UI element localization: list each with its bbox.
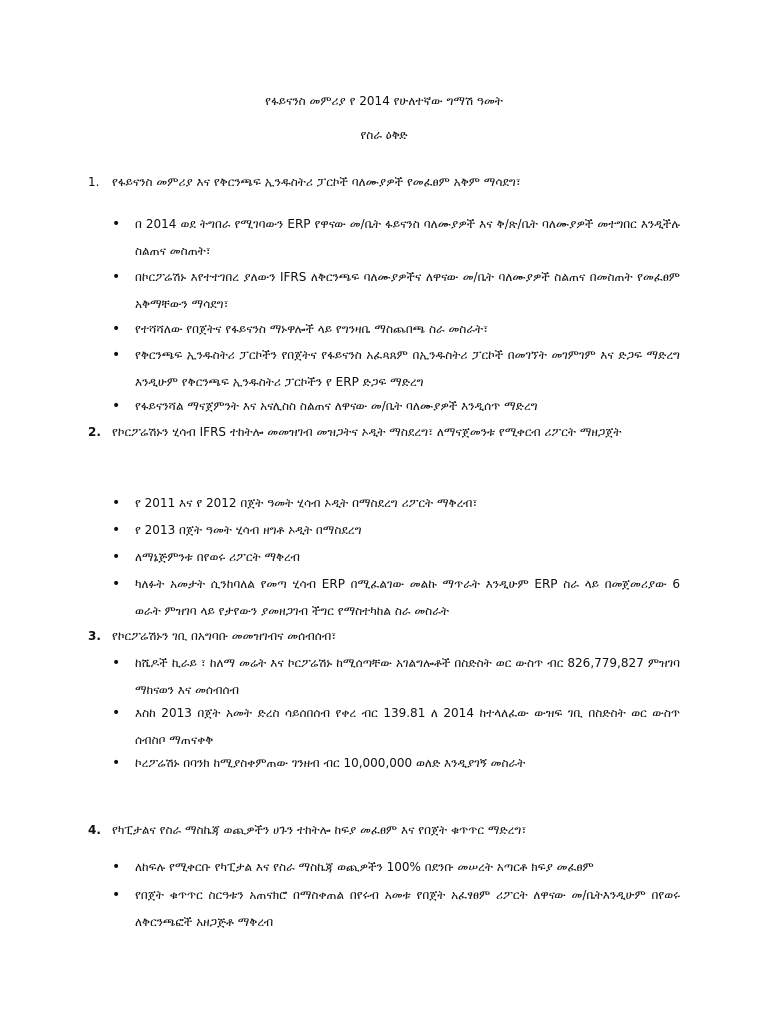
bullet-icon: • (112, 398, 121, 414)
list-item: እስከ 2013 በጀት አመት ድረስ ሳይሰበሰብ የቀረ ብር 139.81 ለ 2014 ከተላለፈው ውዝፍ ገቢ በስድስት ወር ውስጥ ሰብስቦ ማጠናቀቅ (135, 706, 680, 747)
section-heading: የኮርፖሬሽኑን ሂሳብ IFRS ተከትሎ መመዝገብ መዝጋትና ኦዲት ማስደረግ፣ ለማናጀመንቱ የሚቀርብ ሪፖርት ማዘጋጀት (112, 425, 622, 439)
bullet-icon: • (112, 576, 121, 592)
list-item: በ 2014 ወደ ትግበራ የሚገባውን ERP የዋናው መ/ቤት ፋይናንስ ባለሙያዎች እና ቅ/ጽ/ቤት ባለሙያዎች መተግበር እንዲችሉ ስልጠና መስጠት፣ (135, 217, 680, 258)
section-number: 2. (88, 425, 101, 439)
list-item: የተሻሻለው የበጀትና የፋይናንስ ማኑዋሎች ላይ የግንዛቤ ማስጨበጫ ስራ መስራት፣ (135, 322, 489, 336)
bullet-icon: • (112, 887, 121, 903)
section-number: 1. (88, 175, 100, 189)
list-item: በኮርፖሬሽኑ እየተተገበረ ያለውን IFRS ለቅርንጫፍ ባለሙያዎችና ለዋናው መ/ቤት ባለሙያዎች ስልጠና በመስጠት የመፈፀም አቅማቸውን ማሳደግ፣ (135, 270, 680, 311)
bullet-icon: • (112, 216, 121, 232)
list-item: ኮረፖሬሽኑ በባንክ ከሚያስቀምጠው ገንዘብ ብር 10,000,000 ወለድ እንዲያገኝ መስራት (135, 756, 526, 770)
bullet-icon: • (112, 347, 121, 363)
list-item: ለማኔጅምንቱ በየወሩ ሪፖርት ማቅረብ (135, 550, 300, 564)
bullet-icon: • (112, 269, 121, 285)
document-subtitle: የስራ ዕቅድ (360, 128, 408, 142)
section-number: 3. (88, 629, 101, 643)
list-item: ካለፉት አመታት ሲንከባለል የመጣ ሂሳብ ERP በሚፈልገው መልኩ ማጥራት እንዲሁም ERP ስራ ላይ በመጀመሪያው 6 ወራት ምዝገባ ላይ የታየውን ያመዘጋገብ ችግር የማስተካከል ስራ መስራት (135, 577, 680, 618)
bullet-icon: • (112, 859, 121, 875)
bullet-icon: • (112, 655, 121, 671)
bullet-icon: • (112, 495, 121, 511)
bullet-icon: • (112, 549, 121, 565)
section-number: 4. (88, 823, 101, 837)
list-item: የቅርንጫፍ ኢንዱስትሪ ፓርኮችን የበጀትና የፋይናንስ አፈጻጸም በኢንዱስትሪ ፓርኮች በመገኘት መገምገም እና ድጋፍ ማድረግ እንዲሁም የቅርንጫፍ ኢንዱስትሪ ፓርኮችን የ ERP ድጋፍ ማድረግ (135, 348, 680, 389)
bullet-icon: • (112, 705, 121, 721)
list-item: የበጀት ቁጥጥር ስርዓቱን አጠናክሮ በማስቀጠል በየሩብ አመቱ የበጀት አፈፃፀም ሪፖርት ለዋናው መ/ቤትእንዲሁም በየወሩ ለቅርንጫፎች አዘጋጅቶ ማቅረብ (135, 888, 680, 929)
section-heading: የኮርፖሬሽኑን ገቢ በአግባቡ መመዝገብና መሰብሰብ፣ (112, 629, 337, 643)
bullet-icon: • (112, 321, 121, 337)
bullet-icon: • (112, 522, 121, 538)
document-title: የፋይናንስ መምሪያ የ 2014 የሁለተኛው ግማሽ ዓመት (265, 94, 503, 108)
bullet-icon: • (112, 755, 121, 771)
section-heading: የካፒታልና የስራ ማስኬጃ ወጪዎችን ሀጉን ተከትሎ ከፍያ መፈፀም እና የበጀት ቁጥጥር ማድረግ፣ (112, 823, 527, 837)
list-item: የ 2011 እና የ 2012 በጀት ዓመት ሂሳብ ኦዲት በማስደረግ ሪፖርት ማቅረብ፣ (135, 496, 478, 510)
section-heading: የፋይናንስ መምሪያ እና የቅርንጫፍ ኢንዱስትሪ ፓርኮች ባለሙያዎች የመፈፀም አቅም ማሳደግ፣ (112, 175, 521, 189)
list-item: የፋይናንሻል ማናጀምንት እና አናሊስስ ስልጠና ለዋናው መ/ቤት ባለሙያዎች እንዲሰጥ ማድረግ (135, 399, 538, 413)
list-item: የ 2013 በጀት ዓመት ሂሳብ ዘግቶ ኦዲት በማስደረግ (135, 523, 362, 537)
list-item: ለከፍሉ የሚቀርቡ የካፒታል እና የስራ ማስኬጃ ወጪዎችን 100% በደንቡ መሠረት አጣርቶ ክፍያ መፈፀም (135, 860, 594, 874)
list-item: ከሼዶች ኪራይ ፣ ከለማ መሬት እና ኮርፖሬሽኑ ከሚሰጣቸው አገልግሎቶች በስድስት ወር ውስጥ ብር 826,779,827 ምዝገባ ማከናወን እና መሰብሰብ (135, 656, 680, 697)
